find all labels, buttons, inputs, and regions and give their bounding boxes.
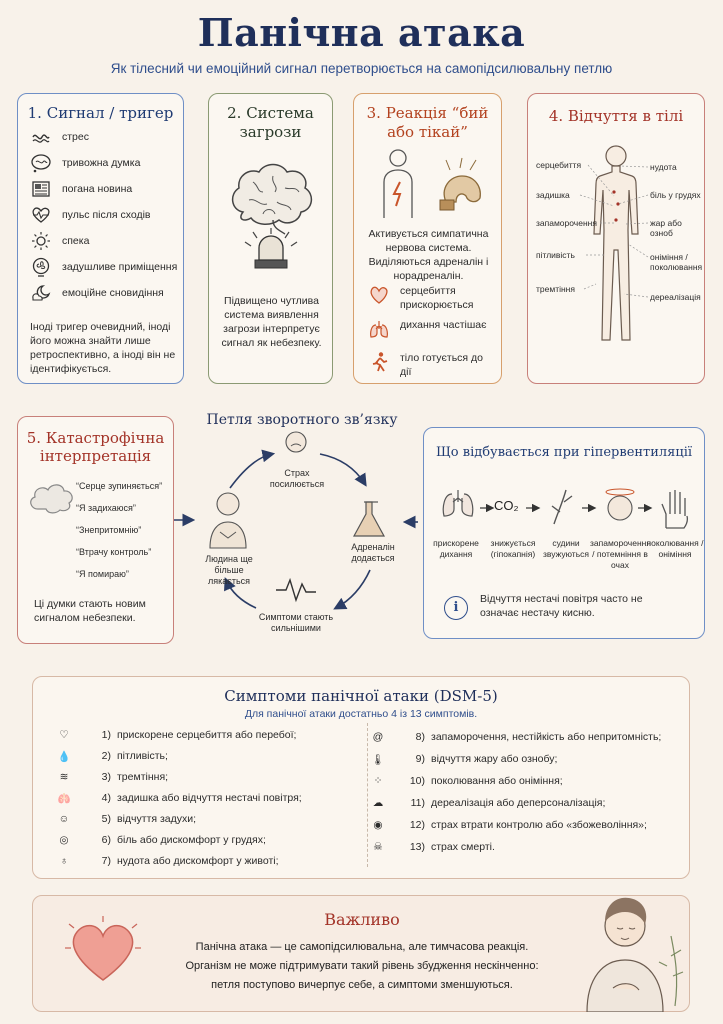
catastrophic-thought: “Я помираю” [76, 569, 129, 579]
symptom-item: 🌡 9) відчуття жару або ознобу; [367, 749, 557, 769]
symptom-item: ⁘ 10) поколювання або оніміння; [367, 771, 563, 791]
hyper-info: Відчуття нестачі повітря часто не означає нестачу кисню. [480, 593, 643, 619]
fight-flight-card [353, 93, 502, 384]
sweat-drops-icon: 💧 [57, 750, 71, 763]
loop-bottom-label: Симптоми стають сильнішими [258, 612, 334, 633]
body-adrenal-icon [370, 146, 490, 222]
threat-system-card [208, 93, 333, 384]
body-card-title: 4. Відчуття в тілі [548, 107, 684, 125]
symptom-item: ≋ 3) тремтіння; [53, 767, 168, 787]
body-label-left: серцебиття [536, 160, 582, 170]
symptom-item: 🫁 4) задишка або відчуття нестачі повітря; [53, 788, 302, 808]
effect-run: тіло готується до дії [368, 351, 496, 381]
symptom-item: ☺ 5) відчуття задухи; [53, 809, 196, 829]
catastrophic-thought: “Серце зупиняється” [76, 481, 163, 491]
body-label-left: пітливість [536, 250, 575, 260]
loop-left-label: Людина ще більше лякається [205, 554, 253, 586]
body-label-leaders [528, 94, 706, 385]
page-subtitle: Як тілесний чи емоційний сигнал перетворюється на самопідсилювальну петлю [110, 61, 613, 76]
catastrophic-note: Ці думки стають новим сигналом небезпеки. [34, 598, 146, 624]
catastrophic-card [17, 416, 174, 644]
symptom-item: ◎ 6) біль або дискомфорт у грудях; [53, 830, 266, 850]
hyper-step: поколювання / оніміння [646, 538, 704, 559]
hyper-step: судини звужуються [543, 538, 589, 559]
stomach-icon: ♁ [60, 855, 68, 867]
thought-cloud-icon [30, 153, 52, 173]
dizzy-head-icon [606, 489, 634, 520]
trigger-item: пульс після сходів [30, 204, 151, 226]
loop-title: Петля зворотного зв’язку [206, 412, 398, 428]
head-spiral-icon: ◉ [373, 819, 383, 831]
body-label-right: біль у грудях [650, 190, 701, 200]
sun-icon [30, 231, 52, 251]
running-person-icon [368, 351, 390, 373]
loop-top-label: Страх посилюється [269, 468, 325, 489]
fight-card-title-1: 3. Реакція “бий [366, 104, 489, 122]
skull-icon: ☠ [373, 841, 383, 853]
trigger-item: спека [30, 230, 89, 252]
trigger-item: стрес [30, 126, 89, 148]
trigger-item: погана новина [30, 178, 132, 200]
body-label-right: жар або озноб [650, 218, 682, 238]
body-label-right: оніміння / поколювання [650, 252, 703, 272]
body-label-left: запаморочення [536, 218, 597, 228]
body-sensations-card [527, 93, 705, 384]
symptom-item: ◉ 12) страх втрати контролю або «збожевоління»; [367, 815, 647, 835]
important-card [32, 895, 690, 1012]
newspaper-icon [30, 179, 52, 199]
fight-card-title-2: або тікай” [387, 123, 468, 141]
lungs-icon [368, 318, 390, 340]
trigger-note: Іноді тригер очевидний, іноді його можна знайти лише ретроспективно, а іноді він не ідентифікується. [30, 321, 176, 375]
hand-icon [662, 490, 687, 528]
trigger-item: задушливе приміщення [30, 256, 177, 278]
catastrophic-thought: “Втрачу контроль” [76, 547, 152, 557]
important-title: Важливо [324, 910, 400, 929]
thought-cloud-icon [28, 475, 76, 517]
heart-icon [368, 284, 390, 306]
body-label-left: задишка [536, 190, 570, 200]
symptoms-title: Симптоми панічної атаки (DSM-5) [224, 687, 498, 705]
trigger-card-title: 1. Сигнал / тригер [27, 104, 174, 122]
cloud-icon: ☁ [372, 797, 384, 809]
body-label-left: тремтіння [536, 284, 575, 294]
trigger-item: емоційне сновидіння [30, 282, 164, 304]
hyperventilation-steps [430, 484, 700, 530]
trigger-card [17, 93, 184, 384]
lungs-icon [443, 490, 472, 516]
symptoms-subtitle: Для панічної атаки достатньо 4 із 13 симптомів. [244, 708, 478, 720]
symptom-item: ♁ 7) нудота або дискомфорт у животі; [53, 851, 279, 871]
body-label-right: дереалізація [650, 292, 701, 302]
symptoms-card [32, 676, 690, 879]
choking-icon: ☺ [58, 813, 70, 825]
hyper-step: запаморочення / потемніння в очах [590, 538, 651, 570]
hyper-title: Що відбувається при гіпервентиляції [435, 445, 693, 460]
info-icon: i [444, 596, 468, 620]
symptom-item: ☠ 13) страх смерті. [367, 837, 495, 857]
symptom-item: 💧 2) пітливість; [53, 746, 168, 766]
effect-lungs: дихання частішає [368, 318, 496, 352]
calm-woman-illustration [567, 886, 689, 1012]
trigger-item: тривожна думка [30, 152, 140, 174]
threat-card-text: Підвищено чутлива система виявлення загрози інтерпретує сигнал як небезпеку. [221, 295, 322, 349]
catastrophic-title-1: 5. Катастрофічна [26, 429, 165, 447]
lungs-icon: 🫁 [57, 792, 71, 805]
tingling-dots-icon: ⁘ [373, 775, 383, 787]
hyperventilation-card [423, 427, 705, 639]
thermometer-icon: 🌡 [371, 753, 385, 766]
threat-card-title-2: загрози [239, 123, 302, 141]
body-label-right: нудота [650, 162, 677, 172]
hyper-step: прискорене дихання [433, 538, 479, 559]
heart-pulse-icon [30, 205, 52, 225]
vessel-icon [552, 490, 572, 524]
catastrophic-title-2: інтерпретація [39, 447, 152, 465]
fight-card-text: Активується симпатична нервова система. Виділяються адреналін і норадреналін. [368, 228, 489, 282]
stress-icon [30, 127, 52, 147]
page-title: Панічна атака [197, 10, 526, 55]
fan-icon [30, 257, 52, 277]
symptom-item: ☁ 11) дереалізація або деперсоналізація; [367, 793, 605, 813]
important-text: Панічна атака — це самопідсилювальна, але тимчасова реакція. Організм не може підтримувати такий рівень збудження нескінченно: петля поступово вичерпує себе, а симптоми зменшуються. [185, 941, 539, 991]
threat-card-title-1: 2. Система [227, 104, 314, 122]
symptom-item: ♡ 1) прискорене серцебиття або перебої; [53, 725, 296, 745]
symptom-item: @ 8) запаморочення, нестійкість або непритомність; [367, 727, 661, 747]
dizzy-spiral-icon: @ [372, 731, 384, 743]
brain-alarm-icon [223, 152, 319, 282]
co2-label: CO₂ [494, 498, 519, 513]
moon-cloud-icon [30, 283, 52, 303]
heart-icon: ♡ [59, 729, 69, 741]
effect-heart: серцебиття прискорюється [368, 284, 496, 318]
feedback-loop-arrows [170, 430, 420, 640]
tremor-icon: ≋ [59, 771, 69, 783]
hyper-step: знижується (гіпокапнія) [490, 538, 536, 559]
chest-target-icon: ◎ [59, 834, 69, 846]
loop-right-label: Адреналін додається [351, 542, 395, 563]
catastrophic-thought: “Я задихаюся” [76, 503, 136, 513]
catastrophic-thought: “Знепритомнію” [76, 525, 142, 535]
